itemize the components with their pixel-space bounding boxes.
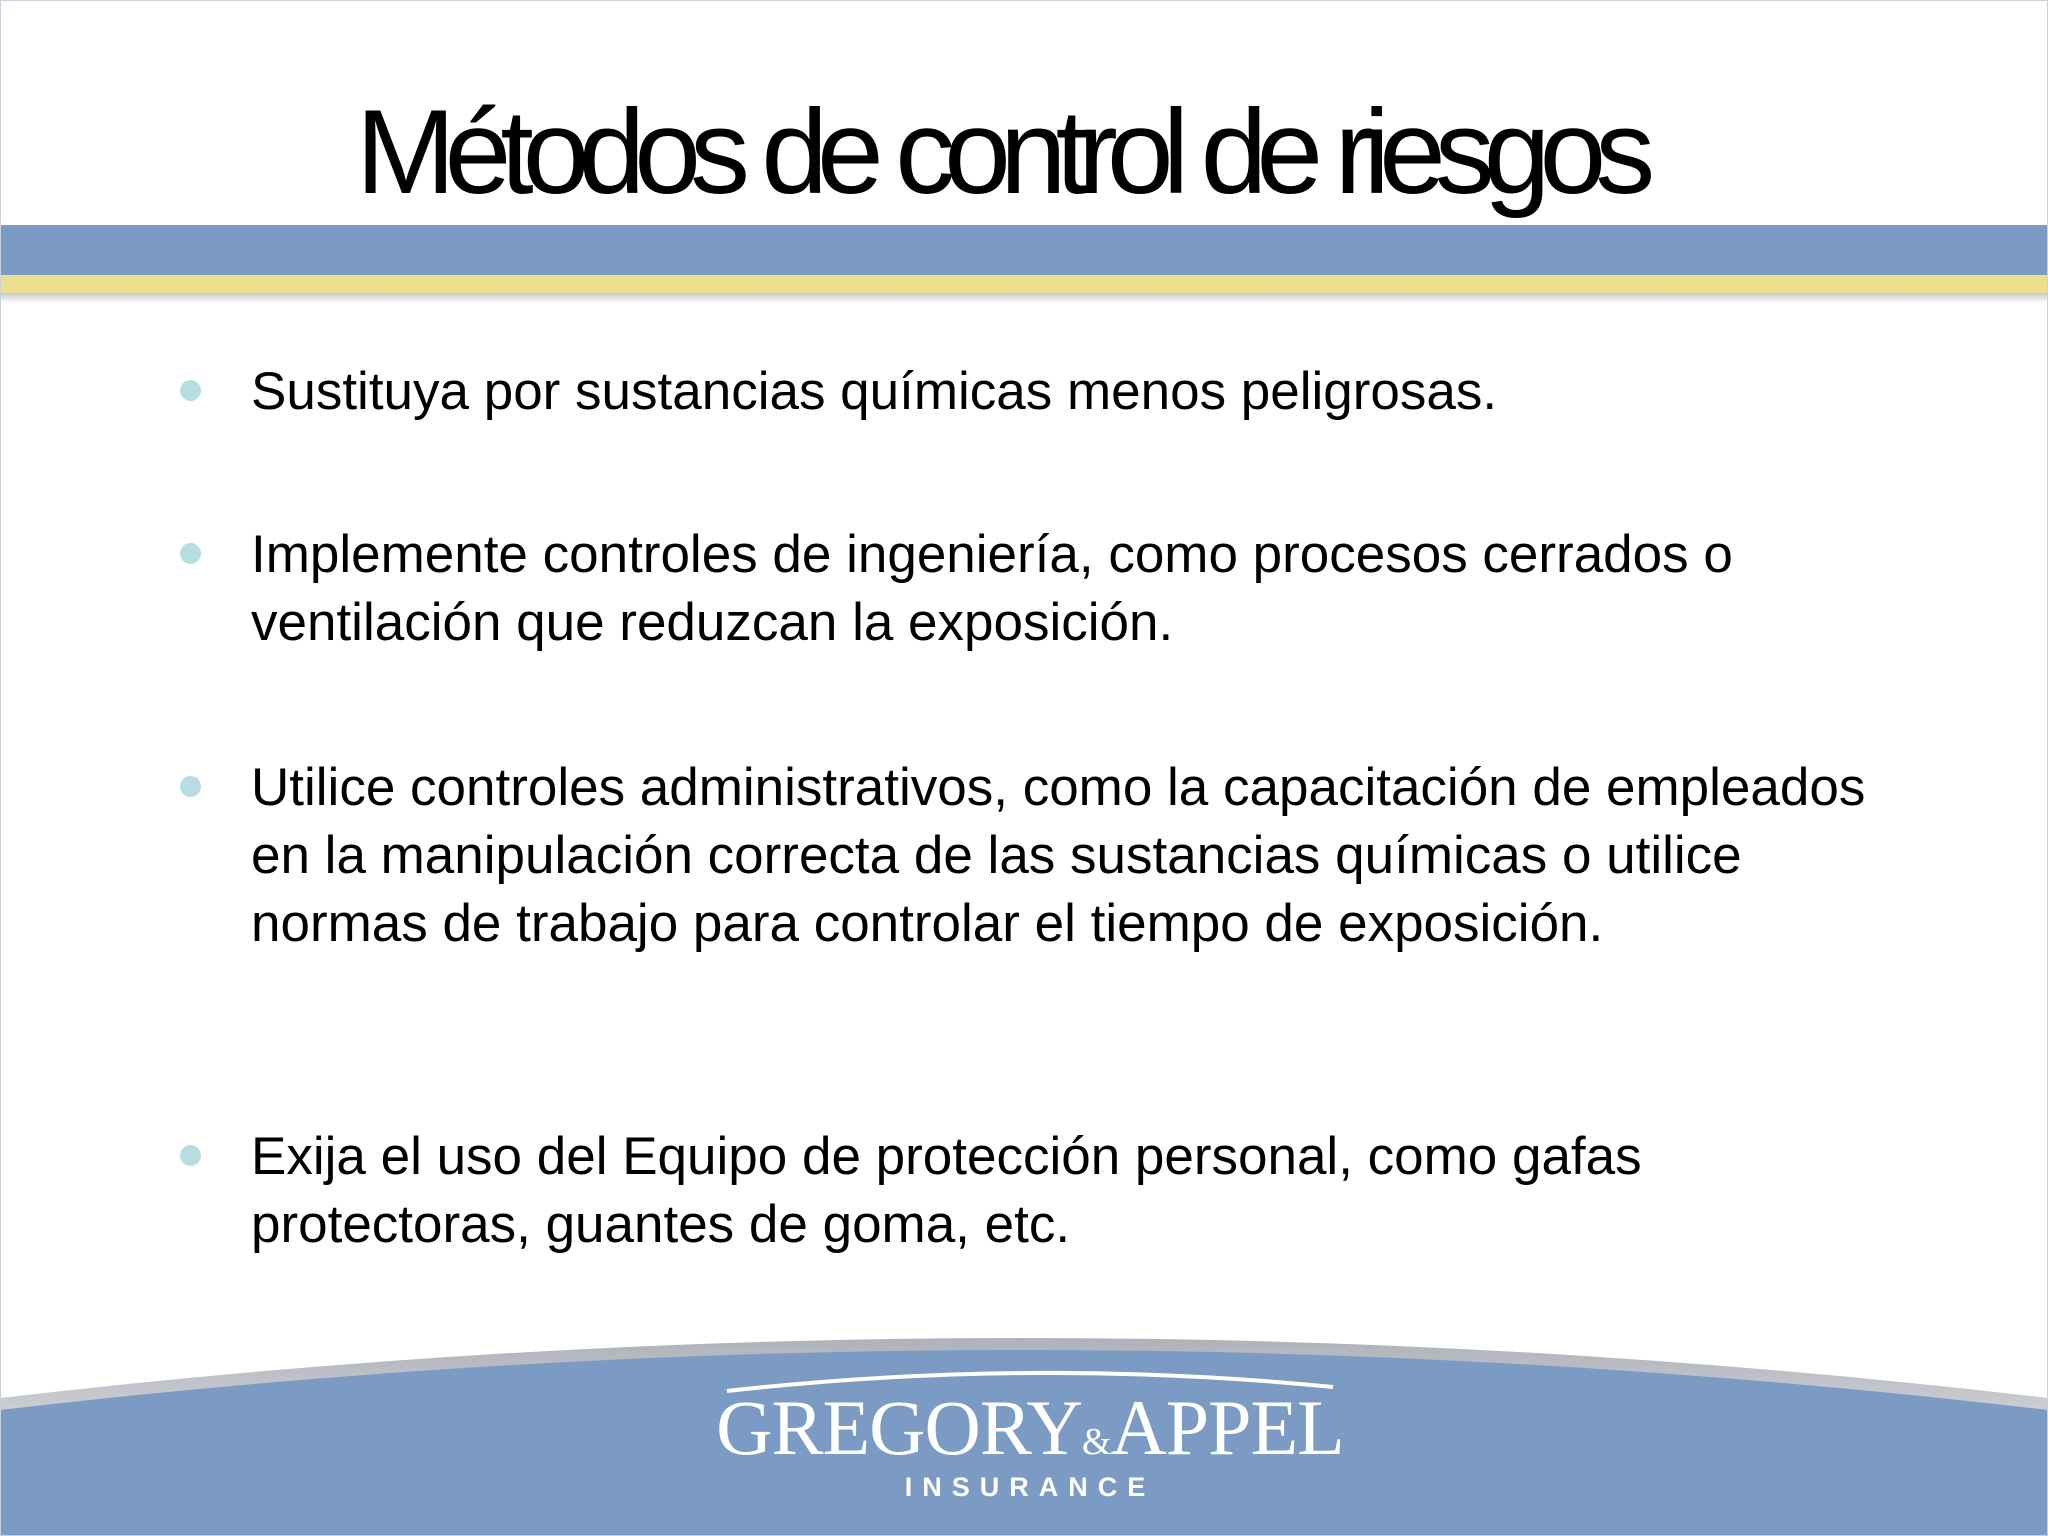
bullet-text: Implemente controles de ingeniería, como procesos cerrados o ventilación que reduzcan la exposición. — [251, 525, 1733, 652]
logo-wordmark — [700, 1383, 1360, 1473]
bullet-text: Utilice controles administrativos, como la capacitación de empleados en la manipulación correcta de las sustancias químicas o utilice normas de trabajo para controlar el tiempo de exposición. — [251, 758, 1866, 953]
bullet-dot-icon — [180, 1145, 201, 1166]
logo-subtitle: INSURANCE — [904, 1472, 1156, 1502]
slide-title: Métodos de control de riesgos — [355, 85, 1645, 219]
bullet-text: Sustituya por sustancias químicas menos peligrosas. — [251, 362, 1498, 421]
logo-name-part2: APPEL — [1110, 1384, 1344, 1471]
bullet-dot-icon — [180, 543, 201, 564]
bullet-text: Exija el uso del Equipo de protección personal, como gafas protectoras, guantes de goma, etc. — [251, 1127, 1642, 1254]
bullet-dot-icon — [180, 776, 201, 797]
logo-name-part1: GREGORY — [716, 1384, 1082, 1471]
bullet-dot-icon — [180, 380, 201, 401]
logo-ampersand: & — [1081, 1421, 1111, 1463]
company-logo — [700, 1365, 1360, 1515]
